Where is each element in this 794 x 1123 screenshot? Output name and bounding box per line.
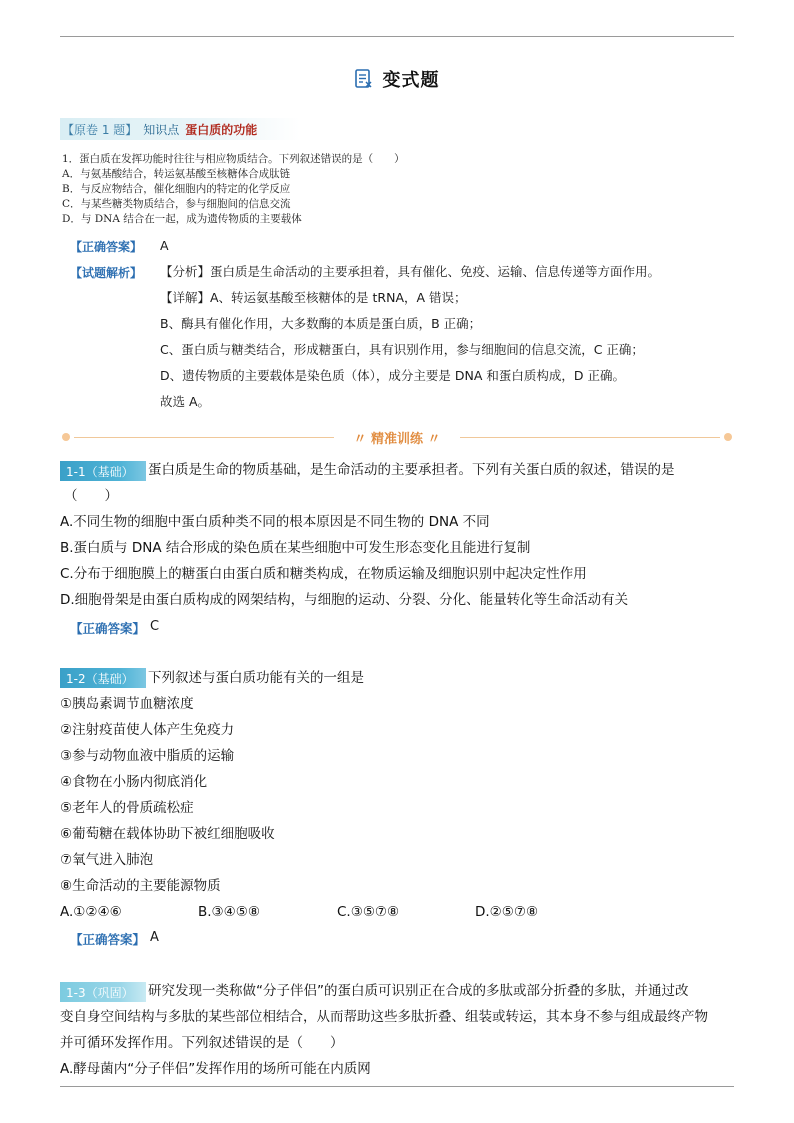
question-1-1-option-a: A.不同生物的细胞中蛋白质种类不同的根本原因是不同生物的 DNA 不同: [60, 514, 490, 530]
page-header: [0, 66, 794, 93]
knowledge-point-bar: [60, 118, 300, 140]
divider-dot-right: [724, 433, 732, 441]
knowledge-point-label: 知识点: [143, 122, 180, 137]
question-1-1-option-c: C.分布于细胞膜上的糖蛋白由蛋白质和糖类构成，在物质运输及细胞识别中起决定性作用: [60, 566, 587, 582]
question-1-2-item-8: ⑧生命活动的主要能源物质: [60, 878, 221, 894]
question-1-3-stem-cont-1: 变自身空间结构与多肽的某些部位相结合，从而帮助这些多肽折叠、组装或转运，其本身不参与组成最终产物: [60, 1009, 708, 1025]
analysis-line-3: B、酶具有催化作用，大多数酶的本质是蛋白质，B 正确；: [160, 316, 482, 331]
question-1-1-option-d: D.细胞骨架是由蛋白质构成的网架结构，与细胞的运动、分裂、分化、能量转化等生命活动有关: [60, 592, 629, 608]
question-1-3-option-a: A.酵母菌内“分子伴侣”发挥作用的场所可能在内质网: [60, 1061, 371, 1077]
page-title: 变式题: [382, 70, 440, 91]
analysis-line-1: 【分析】蛋白质是生命活动的主要承担着，具有催化、免疫、运输、信息传递等方面作用。: [160, 264, 661, 279]
question-1-2-choice-a: A.①②④⑥: [60, 904, 122, 920]
question-1-2-item-4: ④食物在小肠内彻底消化: [60, 774, 208, 790]
analysis-label: 【试题解析】: [70, 266, 143, 280]
header-rule: [60, 36, 734, 37]
original-question-tag: 【原卷 1 题】: [62, 122, 138, 137]
divider-line-right: [460, 437, 720, 438]
question-1-3-stem-cont-2: 并可循环发挥作用。下列叙述错误的是（ ）: [60, 1035, 344, 1051]
original-option-d: D．与 DNA 结合在一起，成为遗传物质的主要载体: [62, 213, 302, 225]
question-1-2-choice-d: D.②⑤⑦⑧: [475, 904, 539, 920]
question-1-3-stem: 研究发现一类称做“分子伴侣”的蛋白质可识别正在合成的多肽或部分折叠的多肽，并通过改: [148, 983, 689, 999]
original-option-a: A．与氨基酸结合，转运氨基酸至核糖体合成肽链: [62, 168, 291, 180]
question-1-2-item-2: ②注射疫苗使人体产生免疫力: [60, 722, 235, 738]
question-1-2-item-3: ③参与动物血液中脂质的运输: [60, 748, 235, 764]
question-badge-1-2: 1-2（基础）: [60, 668, 146, 688]
original-stem: 1．蛋白质在发挥功能时往往与相应物质结合。下列叙述错误的是（ ）: [62, 153, 405, 165]
question-1-2-item-1: ①胰岛素调节血糖浓度: [60, 696, 194, 712]
original-answer-label: 【正确答案】: [70, 240, 143, 254]
question-1-1-stem-cont: （ ）: [64, 488, 118, 504]
question-1-2-answer: A: [150, 930, 159, 945]
knowledge-point-name: 蛋白质的功能: [185, 122, 258, 137]
section-divider: [60, 428, 734, 446]
question-1-1-stem: 蛋白质是生命的物质基础，是生命活动的主要承担者。下列有关蛋白质的叙述，错误的是: [148, 462, 675, 478]
analysis-line-4: C、蛋白质与糖类结合，形成糖蛋白，具有识别作用，参与细胞间的信息交流，C 正确；: [160, 342, 644, 357]
document-icon: [355, 69, 373, 89]
section-title: 〃 精准训练 〃: [353, 432, 441, 447]
question-1-2-item-6: ⑥葡萄糖在载体协助下被红细胞吸收: [60, 826, 275, 842]
question-1-1-answer: C: [150, 619, 160, 634]
original-option-b: B．与反应物结合，催化细胞内的特定的化学反应: [62, 183, 291, 195]
footer-rule: [60, 1086, 734, 1087]
question-badge-1-3: 1-3（巩固）: [60, 982, 146, 1002]
question-1-2-choice-c: C.③⑤⑦⑧: [337, 904, 400, 920]
question-1-2-item-7: ⑦氧气进入肺泡: [60, 852, 154, 868]
question-1-1-answer-label: 【正确答案】: [70, 621, 146, 636]
question-1-2-item-5: ⑤老年人的骨质疏松症: [60, 800, 194, 816]
question-1-2-stem: 下列叙述与蛋白质功能有关的一组是: [148, 670, 364, 686]
question-1-2-answer-label: 【正确答案】: [70, 932, 146, 947]
question-1-1-option-b: B.蛋白质与 DNA 结合形成的染色质在某些细胞中可发生形态变化且能进行复制: [60, 540, 531, 556]
question-1-2-choice-b: B.③④⑤⑧: [198, 904, 260, 920]
original-answer: A: [160, 238, 169, 253]
analysis-line-6: 故选 A。: [160, 394, 211, 409]
analysis-line-2: 【详解】A、转运氨基酸至核糖体的是 tRNA，A 错误；: [160, 290, 467, 305]
analysis-line-5: D、遗传物质的主要载体是染色质（体），成分主要是 DNA 和蛋白质构成，D 正确。: [160, 368, 625, 383]
original-option-c: C．与某些糖类物质结合，参与细胞间的信息交流: [62, 198, 291, 210]
question-badge-1-1: 1-1（基础）: [60, 461, 146, 481]
